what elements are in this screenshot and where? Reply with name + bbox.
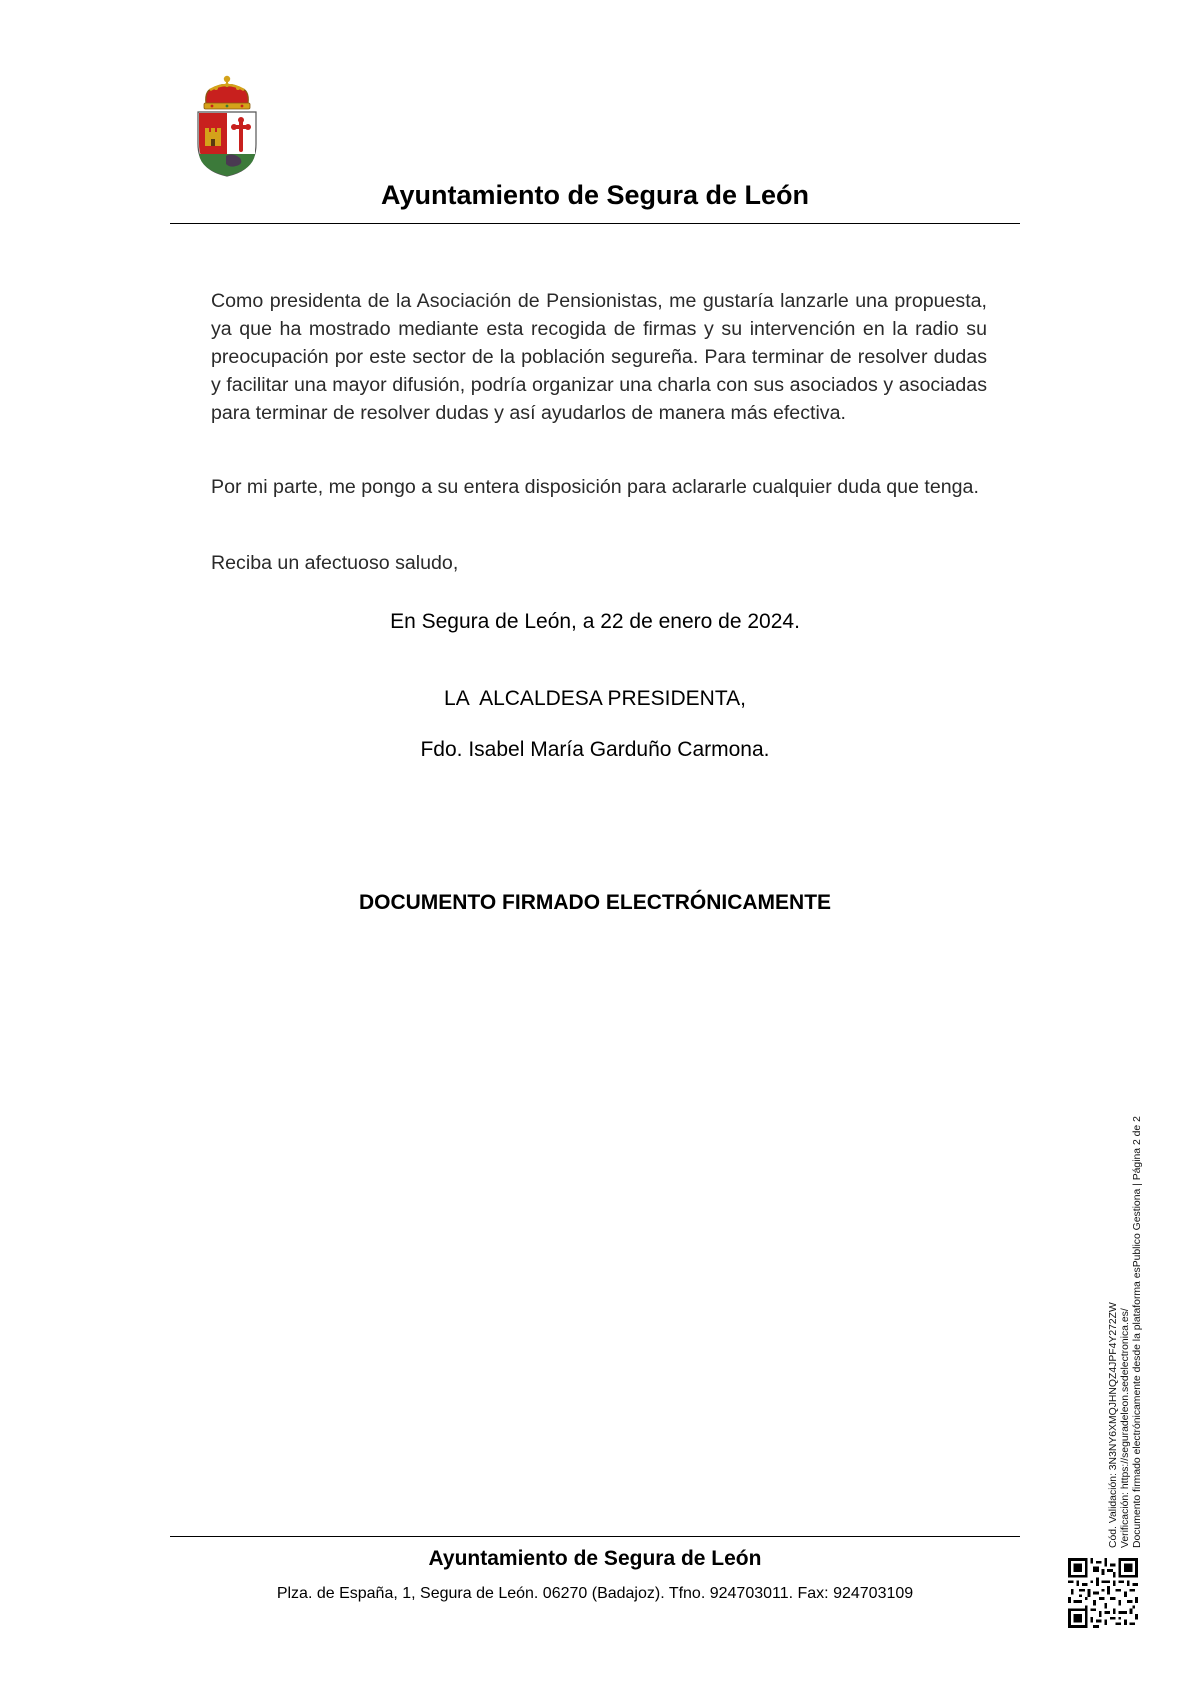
letter-paragraph-1: Como presidenta de la Asociación de Pensionistas, me gustaría lanzarle una propuesta, ya que ha mostrado mediante esta recogida de firmas y su intervención en la radio su preocupación por este sector de la población segureña. Para terminar de resolver dudas y facilitar una mayor difusión, podría organizar una charla con sus asociados y asociadas para terminar de resolver dudas y así ayudarlos de manera más efectiva. <box>211 290 987 424</box>
footer-address: Plza. de España, 1, Segura de León. 06270 (Badajoz). Tfno. 924703011. Fax: 924703109 <box>276 1585 914 1602</box>
verification-strip <box>1108 1116 1145 1548</box>
verification-url: Verificación: https://seguradeleon.sedelectronica.es/ <box>1120 1308 1132 1548</box>
signatory-role: LA ALCALDESA PRESIDENTA, <box>444 687 746 710</box>
electronic-signature-notice: DOCUMENTO FIRMADO ELECTRÓNICAMENTE <box>358 891 832 914</box>
header-divider <box>170 223 1020 224</box>
footer-divider <box>170 1536 1020 1537</box>
platform-notice: Documento firmado electrónicamente desde la plataforma esPublico Gestiona | Página 2 de 2 <box>1132 1116 1144 1548</box>
signatory-name: Fdo. Isabel María Garduño Carmona. <box>420 738 770 761</box>
place-date: En Segura de León, a 22 de enero de 2024. <box>390 610 800 633</box>
validation-code: Cód. Validación: 3N3NY6XMQJHNQZ4JPF4Y272ZW <box>1108 1302 1119 1548</box>
footer-title: Ayuntamiento de Segura de León <box>428 1547 762 1570</box>
letter-closing: Reciba un afectuoso saludo, <box>211 552 459 574</box>
qr-code-icon <box>1068 1558 1138 1628</box>
header-title: Ayuntamiento de Segura de León <box>380 180 810 210</box>
letter-paragraph-2: Por mi parte, me pongo a su entera disposición para aclararle cualquier duda que tenga. <box>211 476 979 498</box>
coat-of-arms-icon <box>196 74 258 178</box>
